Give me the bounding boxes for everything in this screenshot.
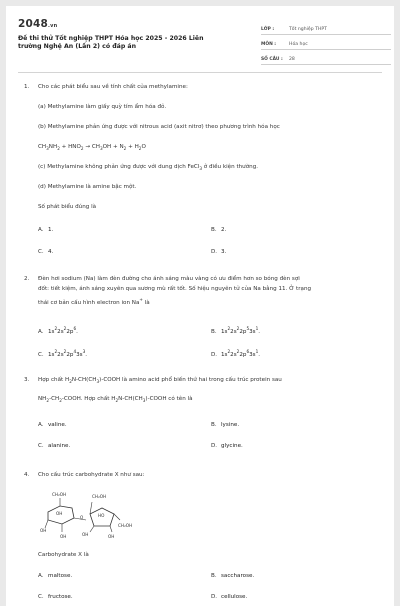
meta-subject: MÔN : Hóa học (261, 38, 391, 50)
option-d[interactable]: D. cellulose. (211, 594, 248, 600)
option-b[interactable]: B. 2. (211, 227, 227, 233)
exam-header (18, 14, 384, 72)
site-logo[interactable]: 2048.vn (18, 18, 58, 30)
question-4 (24, 472, 380, 479)
header-divider (18, 72, 382, 73)
option-d[interactable]: D. glycine. (211, 443, 243, 449)
question-number: 4. (24, 472, 30, 478)
option-a[interactable]: A. valine. (38, 422, 67, 428)
statement-d: (d) Methylamine là amine bậc một. (38, 184, 137, 190)
statement-a: (a) Methylamine làm giấy quỳ tím ẩm hóa đỏ. (38, 104, 167, 110)
question-number: 3. (24, 377, 30, 383)
mol-label: CH₂OH (118, 523, 133, 528)
exam-title: Đề thi thử Tốt nghiệp THPT Hóa học 2025 - 2026 Liên trường Nghệ An (Lần 2) có đáp án (18, 35, 204, 51)
option-d[interactable]: D. $1s^22s^22p^63s^1$. (211, 349, 261, 358)
question-stem: Cho các phát biểu sau về tính chất của methylamine: (38, 84, 188, 90)
option-a[interactable]: A. maltose. (38, 573, 73, 579)
mol-label: OH (108, 534, 115, 539)
question-stem: Đèn hơi sodium (Na) làm đèn đường cho ánh sáng màu vàng có ưu điểm hơn so bóng đèn sợi đốt: tiết kiệm, ánh sáng xuyên qua sương mù rất tốt. Số hiệu nguyên tử của Na bằng 11. Ở trạng thái cơ bản cấu hình electron ion Na+ là (38, 276, 312, 306)
option-b[interactable]: B. $1s^22s^22p^53s^1$. (211, 326, 261, 335)
mol-label: OH (40, 528, 47, 533)
statement-c: (c) Methylamine không phản ứng được với dung dịch FeCl$_3$ ở điều kiện thường. (38, 164, 259, 172)
statement-b: (b) Methylamine phản ứng được với nitrous acid (axit nitrơ) theo phương trình hóa học (38, 124, 280, 130)
question-ask: Số phát biểu đúng là (38, 204, 97, 210)
meta-count: SỐ CÂU : 28 (261, 53, 391, 65)
option-b[interactable]: B. saccharose. (211, 573, 255, 579)
option-c[interactable]: C. $1s^22s^22p^43s^3$. (38, 349, 88, 358)
mol-label: OH (56, 511, 63, 516)
option-c[interactable]: C. fructose. (38, 594, 73, 600)
mol-label: HO (98, 513, 105, 518)
option-a[interactable]: A. $1s^22s^22p^6$. (38, 326, 78, 335)
question-1 (24, 84, 380, 91)
carbohydrate-structure (40, 490, 150, 542)
question-3 (24, 377, 380, 403)
mol-label: OH (60, 534, 67, 539)
meta-class: LỚP : Tốt nghiệp THPT (261, 23, 391, 35)
option-a[interactable]: A. 1. (38, 227, 54, 233)
reaction-equation: $CH_3NH_2 + HNO_2 \to CH_3OH + N_2 + H_2O$ (38, 144, 146, 152)
question-stem: Cho cấu trúc carbohydrate X như sau: (38, 472, 145, 478)
option-d[interactable]: D. 3. (211, 249, 227, 255)
mol-label: CH₂OH (52, 492, 67, 497)
question-2 (24, 276, 380, 307)
mol-label: CH₂OH (92, 494, 107, 499)
question-stem: Hợp chất $H_2N-CH(CH_3)$-COOH là amino acid phổ biến thứ hai trong cấu trúc protein sau $NH_2-CH_2$-COOH. Hợp chất $H_2N-CH(CH_3)$-COOH có tên là (38, 377, 282, 403)
option-b[interactable]: B. lysine. (211, 422, 240, 428)
exam-page (6, 6, 394, 606)
mol-label: OH (82, 532, 89, 537)
option-c[interactable]: C. alanine. (38, 443, 71, 449)
option-c[interactable]: C. 4. (38, 249, 54, 255)
question-number: 2. (24, 276, 30, 282)
question-number: 1. (24, 84, 30, 90)
mol-label: O (80, 515, 84, 520)
question-ask: Carbohydrate X là (38, 552, 89, 558)
exam-meta (261, 23, 391, 68)
